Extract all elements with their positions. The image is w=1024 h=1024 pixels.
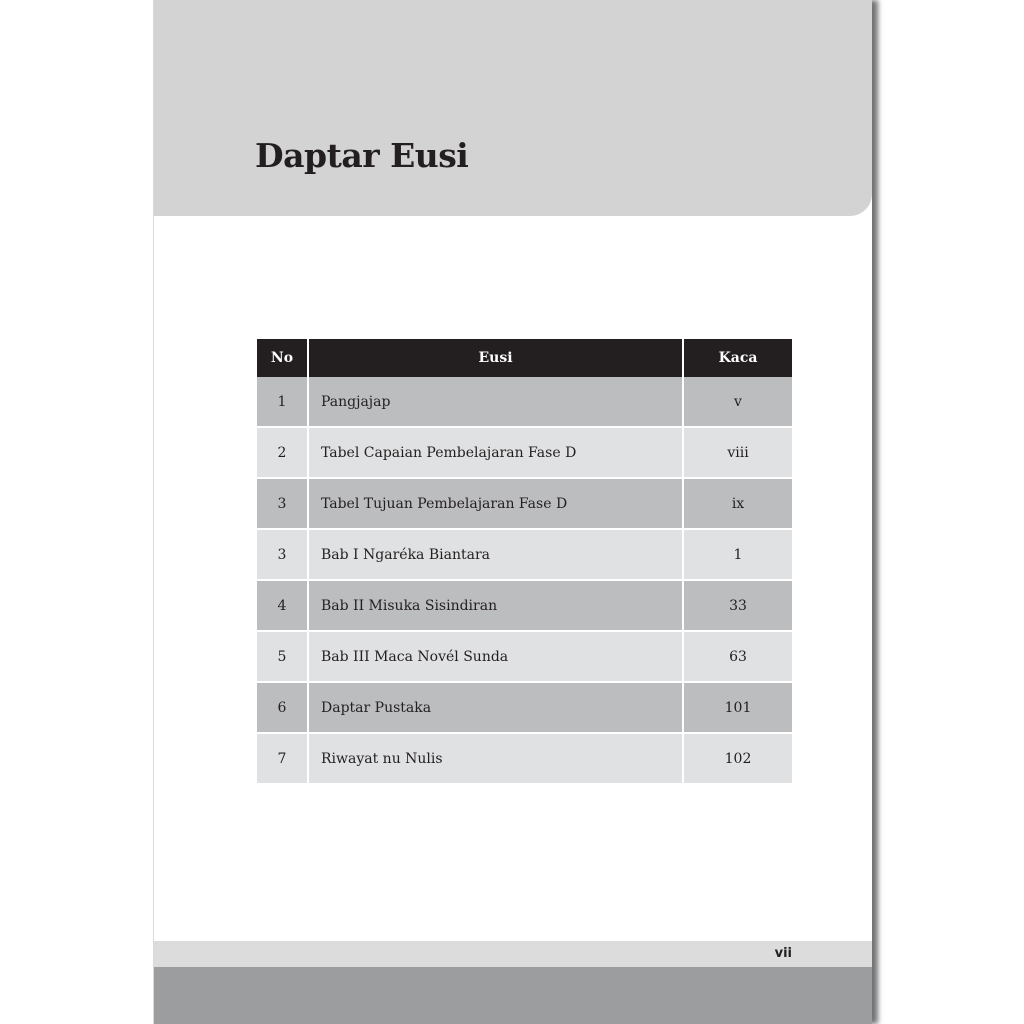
row-eusi xyxy=(308,529,683,580)
row-eusi-text: Bab III Maca Novél Sunda xyxy=(321,648,509,665)
row-eusi-text: Riwayat nu Nulis xyxy=(321,750,443,767)
row-eusi-text: Daptar Pustaka xyxy=(321,699,432,716)
row-no: 2 xyxy=(257,427,308,478)
row-no: 6 xyxy=(257,682,308,733)
row-no: 1 xyxy=(257,377,308,427)
book-page xyxy=(153,0,872,1024)
row-no: 5 xyxy=(257,631,308,682)
footer-band-dark xyxy=(154,967,872,1024)
page-number: vii xyxy=(774,946,792,961)
row-eusi-text: Bab I Ngaréka Biantara xyxy=(321,546,490,563)
page-title: Daptar Eusi xyxy=(255,136,469,175)
header-kaca: Kaca xyxy=(683,339,792,377)
row-eusi xyxy=(308,733,683,784)
footer-band-light xyxy=(154,941,872,967)
table-row xyxy=(257,427,792,478)
row-no: 4 xyxy=(257,580,308,631)
row-no: 3 xyxy=(257,529,308,580)
table-row xyxy=(257,529,792,580)
header-no: No xyxy=(257,339,308,377)
row-kaca: v xyxy=(683,377,792,427)
row-eusi-text: Tabel Capaian Pembelajaran Fase D xyxy=(321,444,577,461)
table-header-row xyxy=(257,339,792,377)
row-kaca: 63 xyxy=(683,631,792,682)
row-eusi-text: Pangjajap xyxy=(321,393,391,410)
row-eusi xyxy=(308,631,683,682)
row-eusi xyxy=(308,377,683,427)
table-row xyxy=(257,682,792,733)
header-band xyxy=(154,0,872,216)
row-kaca: 33 xyxy=(683,580,792,631)
row-eusi xyxy=(308,682,683,733)
row-kaca: 1 xyxy=(683,529,792,580)
row-kaca: ix xyxy=(683,478,792,529)
table-row xyxy=(257,478,792,529)
row-eusi-text: Tabel Tujuan Pembelajaran Fase D xyxy=(321,495,568,512)
row-kaca: viii xyxy=(683,427,792,478)
row-kaca: 102 xyxy=(683,733,792,784)
table-row xyxy=(257,733,792,784)
row-no: 3 xyxy=(257,478,308,529)
row-eusi-text: Bab II Misuka Sisindiran xyxy=(321,597,498,614)
table-of-contents xyxy=(257,339,792,785)
header-eusi: Eusi xyxy=(308,339,683,377)
table-row xyxy=(257,580,792,631)
table-row xyxy=(257,377,792,427)
row-eusi xyxy=(308,427,683,478)
row-no: 7 xyxy=(257,733,308,784)
table-row xyxy=(257,631,792,682)
row-eusi xyxy=(308,478,683,529)
row-kaca: 101 xyxy=(683,682,792,733)
row-eusi xyxy=(308,580,683,631)
